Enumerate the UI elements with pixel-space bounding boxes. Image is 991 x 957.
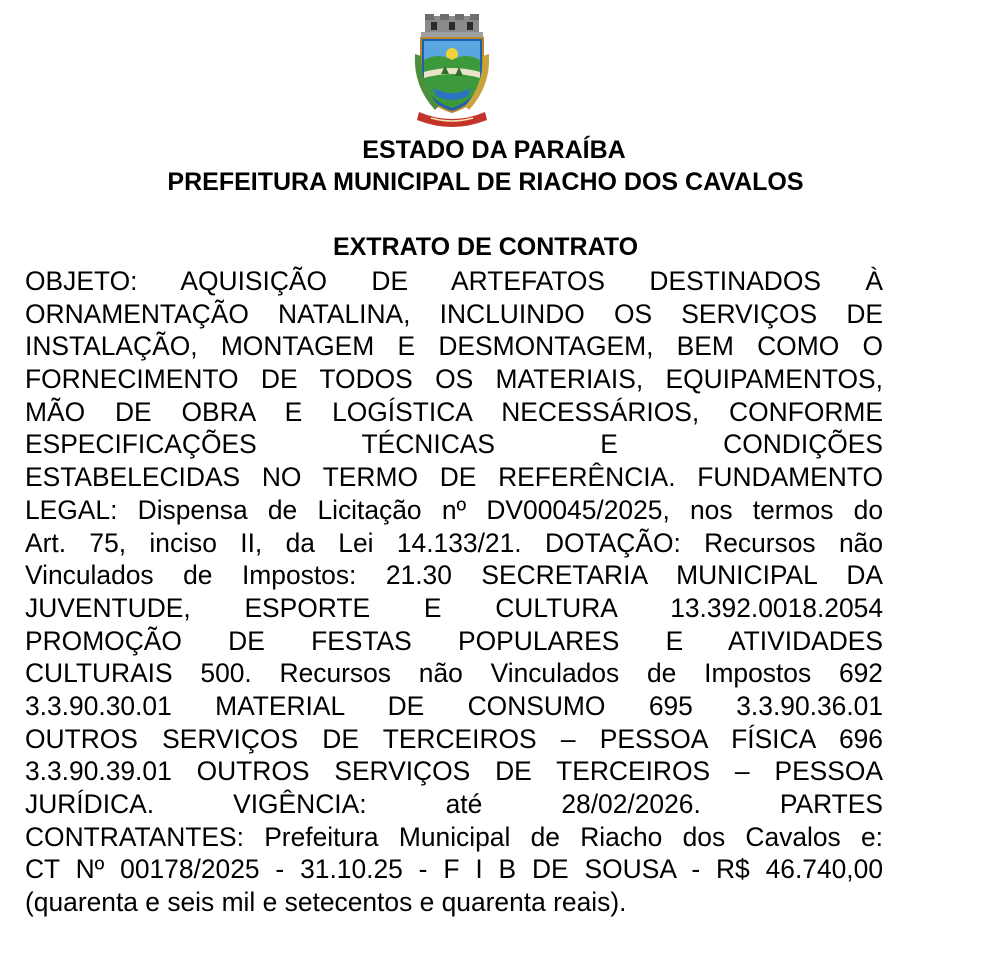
- body-line: JURÍDICA. VIGÊNCIA: até 28/02/2026. PARTES: [25, 789, 883, 819]
- body-line: Vinculados de Impostos: 21.30 SECRETARIA MUNICIPAL DA: [25, 560, 883, 591]
- body-line: ORNAMENTAÇÃO NATALINA, INCLUINDO OS SERVIÇOS DE: [25, 298, 883, 329]
- body-line: OBJETO: AQUISIÇÃO DE ARTEFATOS DESTINADOS À: [25, 266, 883, 296]
- body-line: MÃO DE OBRA E LOGÍSTICA NECESSÁRIOS, CONFORME: [25, 396, 883, 427]
- body-line: Art. 75, inciso II, da Lei 14.133/21. DOTAÇÃO: Recursos não: [25, 527, 883, 558]
- state-name: ESTADO DA PARAÍBA: [362, 136, 626, 164]
- body-line: PROMOÇÃO DE FESTAS POPULARES E ATIVIDADES: [25, 625, 883, 656]
- body-line: 3.3.90.39.01 OUTROS SERVIÇOS DE TERCEIROS – PESSOA: [25, 756, 883, 787]
- municipality-name: PREFEITURA MUNICIPAL DE RIACHO DOS CAVALOS: [167, 168, 804, 196]
- document-header: [0, 134, 991, 198]
- body-line: 3.3.90.30.01 MATERIAL DE CONSUMO 695 3.3.90.36.01: [25, 690, 883, 721]
- body-line: ESTABELECIDAS NO TERMO DE REFERÊNCIA. FUNDAMENTO: [25, 462, 883, 493]
- body-line: FORNECIMENTO DE TODOS OS MATERIAIS, EQUIPAMENTOS,: [25, 364, 883, 395]
- body-line: CULTURAIS 500. Recursos não Vinculados de Impostos 692: [25, 658, 883, 689]
- document-title: EXTRATO DE CONTRATO: [332, 233, 639, 261]
- body-line: CT Nº 00178/2025 - 31.10.25 - F I B DE SOUSA - R$ 46.740,00: [25, 854, 883, 885]
- municipal-coat-of-arms-icon: [413, 14, 491, 132]
- body-line: CONTRATANTES: Prefeitura Municipal de Riacho dos Cavalos e:: [25, 821, 883, 852]
- body-line: OUTROS SERVIÇOS DE TERCEIROS – PESSOA FÍSICA 696: [25, 723, 883, 754]
- contract-extract-body: [25, 265, 883, 919]
- body-line: ESPECIFICAÇÕES TÉCNICAS E CONDIÇÕES: [25, 429, 883, 460]
- body-line: LEGAL: Dispensa de Licitação nº DV00045/2025, nos termos do: [25, 494, 883, 525]
- body-line: INSTALAÇÃO, MONTAGEM E DESMONTAGEM, BEM COMO O: [25, 331, 883, 362]
- body-line: JUVENTUDE, ESPORTE E CULTURA 13.392.0018.2054: [25, 592, 883, 623]
- body-line: (quarenta e seis mil e setecentos e quarenta reais).: [25, 887, 627, 918]
